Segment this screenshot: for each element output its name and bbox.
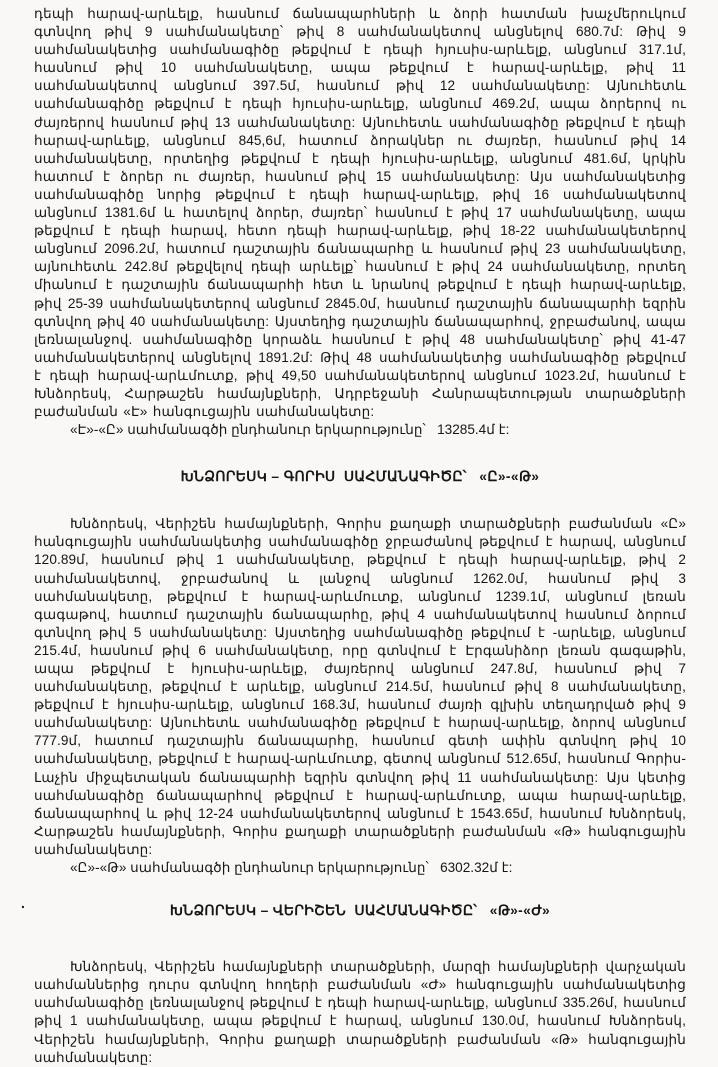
total-length-line-y-t: «Ը»-«Թ» սահմանագծի ընդհանուր երկարությունը՝ 6302.32մ է: [70, 860, 513, 876]
total-length-line-e-y: «Է»-«Ը» սահմանագծի ընդհանուր երկարությունը՝ 13285.4մ է: [70, 422, 510, 438]
section-heading-khndzoresk-goris: ԽՆՁՈՐԵՍԿ – ԳՈՐԻՍ ՍԱՀՄԱՆԱԳԻԾԸ՝ «Ը»-«Թ» [180, 469, 540, 485]
boundary-description-paragraph-khndzoresk-continuation: դեպի հարավ-արևելք, հասնում ճանապարհների և ձորի հատման խաչմերուկում գտնվող թիվ 9 սահմանակետը՝ թիվ 8 սահմանակետով անցնելով 680.7մ: Թիվ 9 սահմանակետից սահմանագիծը թեքվում է դեպի հյուսիս-արևելք, անցնում 317.1մ, հասնում թիվ 10 սահմանակետը, ապա թեքվում է հարավ-արևելք, թիվ 11 սահմանակետով անցնում 397.5մ, հասնում թիվ 12 սահմանակետը: Այնուհետև սահմանագիծը թեքվում է դեպի հյուսիս-արևելք, անցնում 469.2մ, ապա ձորերով ու ժայռերով հասնում թիվ 13 սահմանակետը: Այնուհետև սահմանագիծը թեքվում է դեպի հարավ-արևելք, անցնում 845,6մ, հատում ձորակներ ու ժայռեր, հասնում թիվ 14 սահմանակետը, որտեղից թեքվում է դեպի հյուսիս-արևելք, անցնում 481.6մ, կրկին հատում է ձորեր ու ժայռեր, հասնում թիվ 15 սահմանակետը: Այս սահմանակետից սահմանագիծը նորից թեքվում է դեպի հարավ-արևելք, թիվ 16 սահմանակետով անցնում 1381.6մ և հատելով ձորեր, ժայռեր՝ հասնում է թիվ 17 սահմանակետը, ապա թեքվում է դեպի հարավ, հետո դեպի հարավ-արևելք, թիվ 18-22 սահմանակետերով անցնում 2096.2մ, հատում դաշտային ճանապարհը և հասնում թիվ 23 սահմանակետը, այնուհետև 242.8մ թեքվելով դեպի արևելք՝ հասնում է թիվ 24 սահմանակետը, որտեղ միանում է դաշտային ճանապարհի հետ և նրանով թեքվում է դեպի հարավ-արևելք, թիվ 25-39 սահմանակետերով անցնում 2845.0մ, հասնում դաշտային ճանապարհի եզրին գտնվող թիվ 40 սահմանակետը: Այստեղից դաշտային ճանապարհով, ջրբաժանով, ապա լեռնալանջով. սահմանագիծը կորաձև հասնում է թիվ 48 սահմանակետը՝ թիվ 41-47 սահմանակետերով անցնելով 1891.2մ: Թիվ 48 սահմանակետից սահմանագիծը թեքվում է դեպի հարավ-արևմուտք, թիվ 49,50 սահմանակետերով անցնում 1023.2մ, հասնում է Խնձորեսկ, Հարթաշեն համայնքների, Ադրբեջանի Հանրապետության տարածքների բաժանման «Է» հանգուցային սահմանակետը: [34, 6, 686, 420]
boundary-description-paragraph-khndzoresk-verishen: Խնձորեսկ, Վերիշեն համայնքների տարածքների, մարզի համայնքների վարչական սահմաններից դուրս գտնվող հողերի բաժանման «Ժ» հանգուցային սահմանակետից սահմանագիծը լեռնալանջով թեքվում է դեպի հարավ-արևելք, անցնում 335.26մ, հասնում թիվ 1 սահմանակետը, ապա թեքվում է հարավ, անցնում 130.0մ, հասնում Խնձորեսկ, Վերիշեն համայնքների, Գորիս քաղաքի տարածքների բաժանման «Թ» հանգուցային սահմանակետը: [34, 959, 686, 1065]
section-heading-khndzoresk-verishen: ԽՆՁՈՐԵՍԿ – ՎԵՐԻՇԵՆ ՍԱՀՄԱՆԱԳԻԾԸ՝ «Թ»-«Ժ» [169, 903, 551, 919]
stray-scan-dot: . [21, 895, 25, 911]
boundary-description-paragraph-khndzoresk-goris: Խնձորեսկ, Վերիշեն համայնքների, Գորիս քաղաքի տարածքների բաժանման «Ը» հանգուցային սահմանակետից սահմանագիծը ջրբաժանով թեքվում է հարավ, անցնում 120.89մ, հասնում թիվ 1 սահմանակետը, թեքվում է դեպի հարավ-արևելք, թիվ 2 սահմանակետով, ջրբաժանով և լանջով անցնում 1262.0մ, հասնում թիվ 3 սահմանակետը, թեքվում է հարավ-արևմուտք, անցնում 1239.1մ, անցնում լեռան գագաթով, հատում դաշտային ճանապարհը, թիվ 4 սահմանակետով հասնում ձորում գտնվող թիվ 5 սահմանակետը: Այստեղից սահմանագիծը թեքվում է -արևելք, անցնում 215.4մ, հասնում թիվ 6 սահմանակետը, որը գտնվում է Էրգանիձոր լեռան գագաթին, ապա թեքվում է հյուսիս-արևելք, ժայռերով անցնում 247.8մ, հասնում թիվ 7 սահմանակետը, թեքվում է արևելք, անցնում 214.5մ, հասնում թիվ 8 սահմանակետը, թեքվում է հյուսիս-արևելք, անցնում 168.3մ, հասնում ժայռի գլխին տեղադրված թիվ 9 սահմանակետը: Այնուհետև սահմանագիծը թեքվում է հարավ-արևելք, ձորով անցնում 777.9մ, հատում դաշտային ճանապարհը, հասնում գետի ափին գտնվող թիվ 10 սահմանակետը, թեքվում է հարավ-արևմուտք, գետով անցնում 512.65մ, հասնում Գորիս-Լաչին միջպետական ճանապարհի եզրին գտնվող թիվ 11 սահմանակետը: Այս կետից սահմանագիծը ճանապարհով թեքվում է հարավ-արևմուտք, ապա հարավ-արևելք, ճանապարհով և թիվ 12-24 սահմանակետերով անցնում է 1543.65մ, հասնում Խնձորեսկ, Հարթաշեն համայնքների, Գորիս քաղաքի տարածքների բաժանման «Թ» հանգուցային սահմանակետը: [34, 516, 686, 857]
